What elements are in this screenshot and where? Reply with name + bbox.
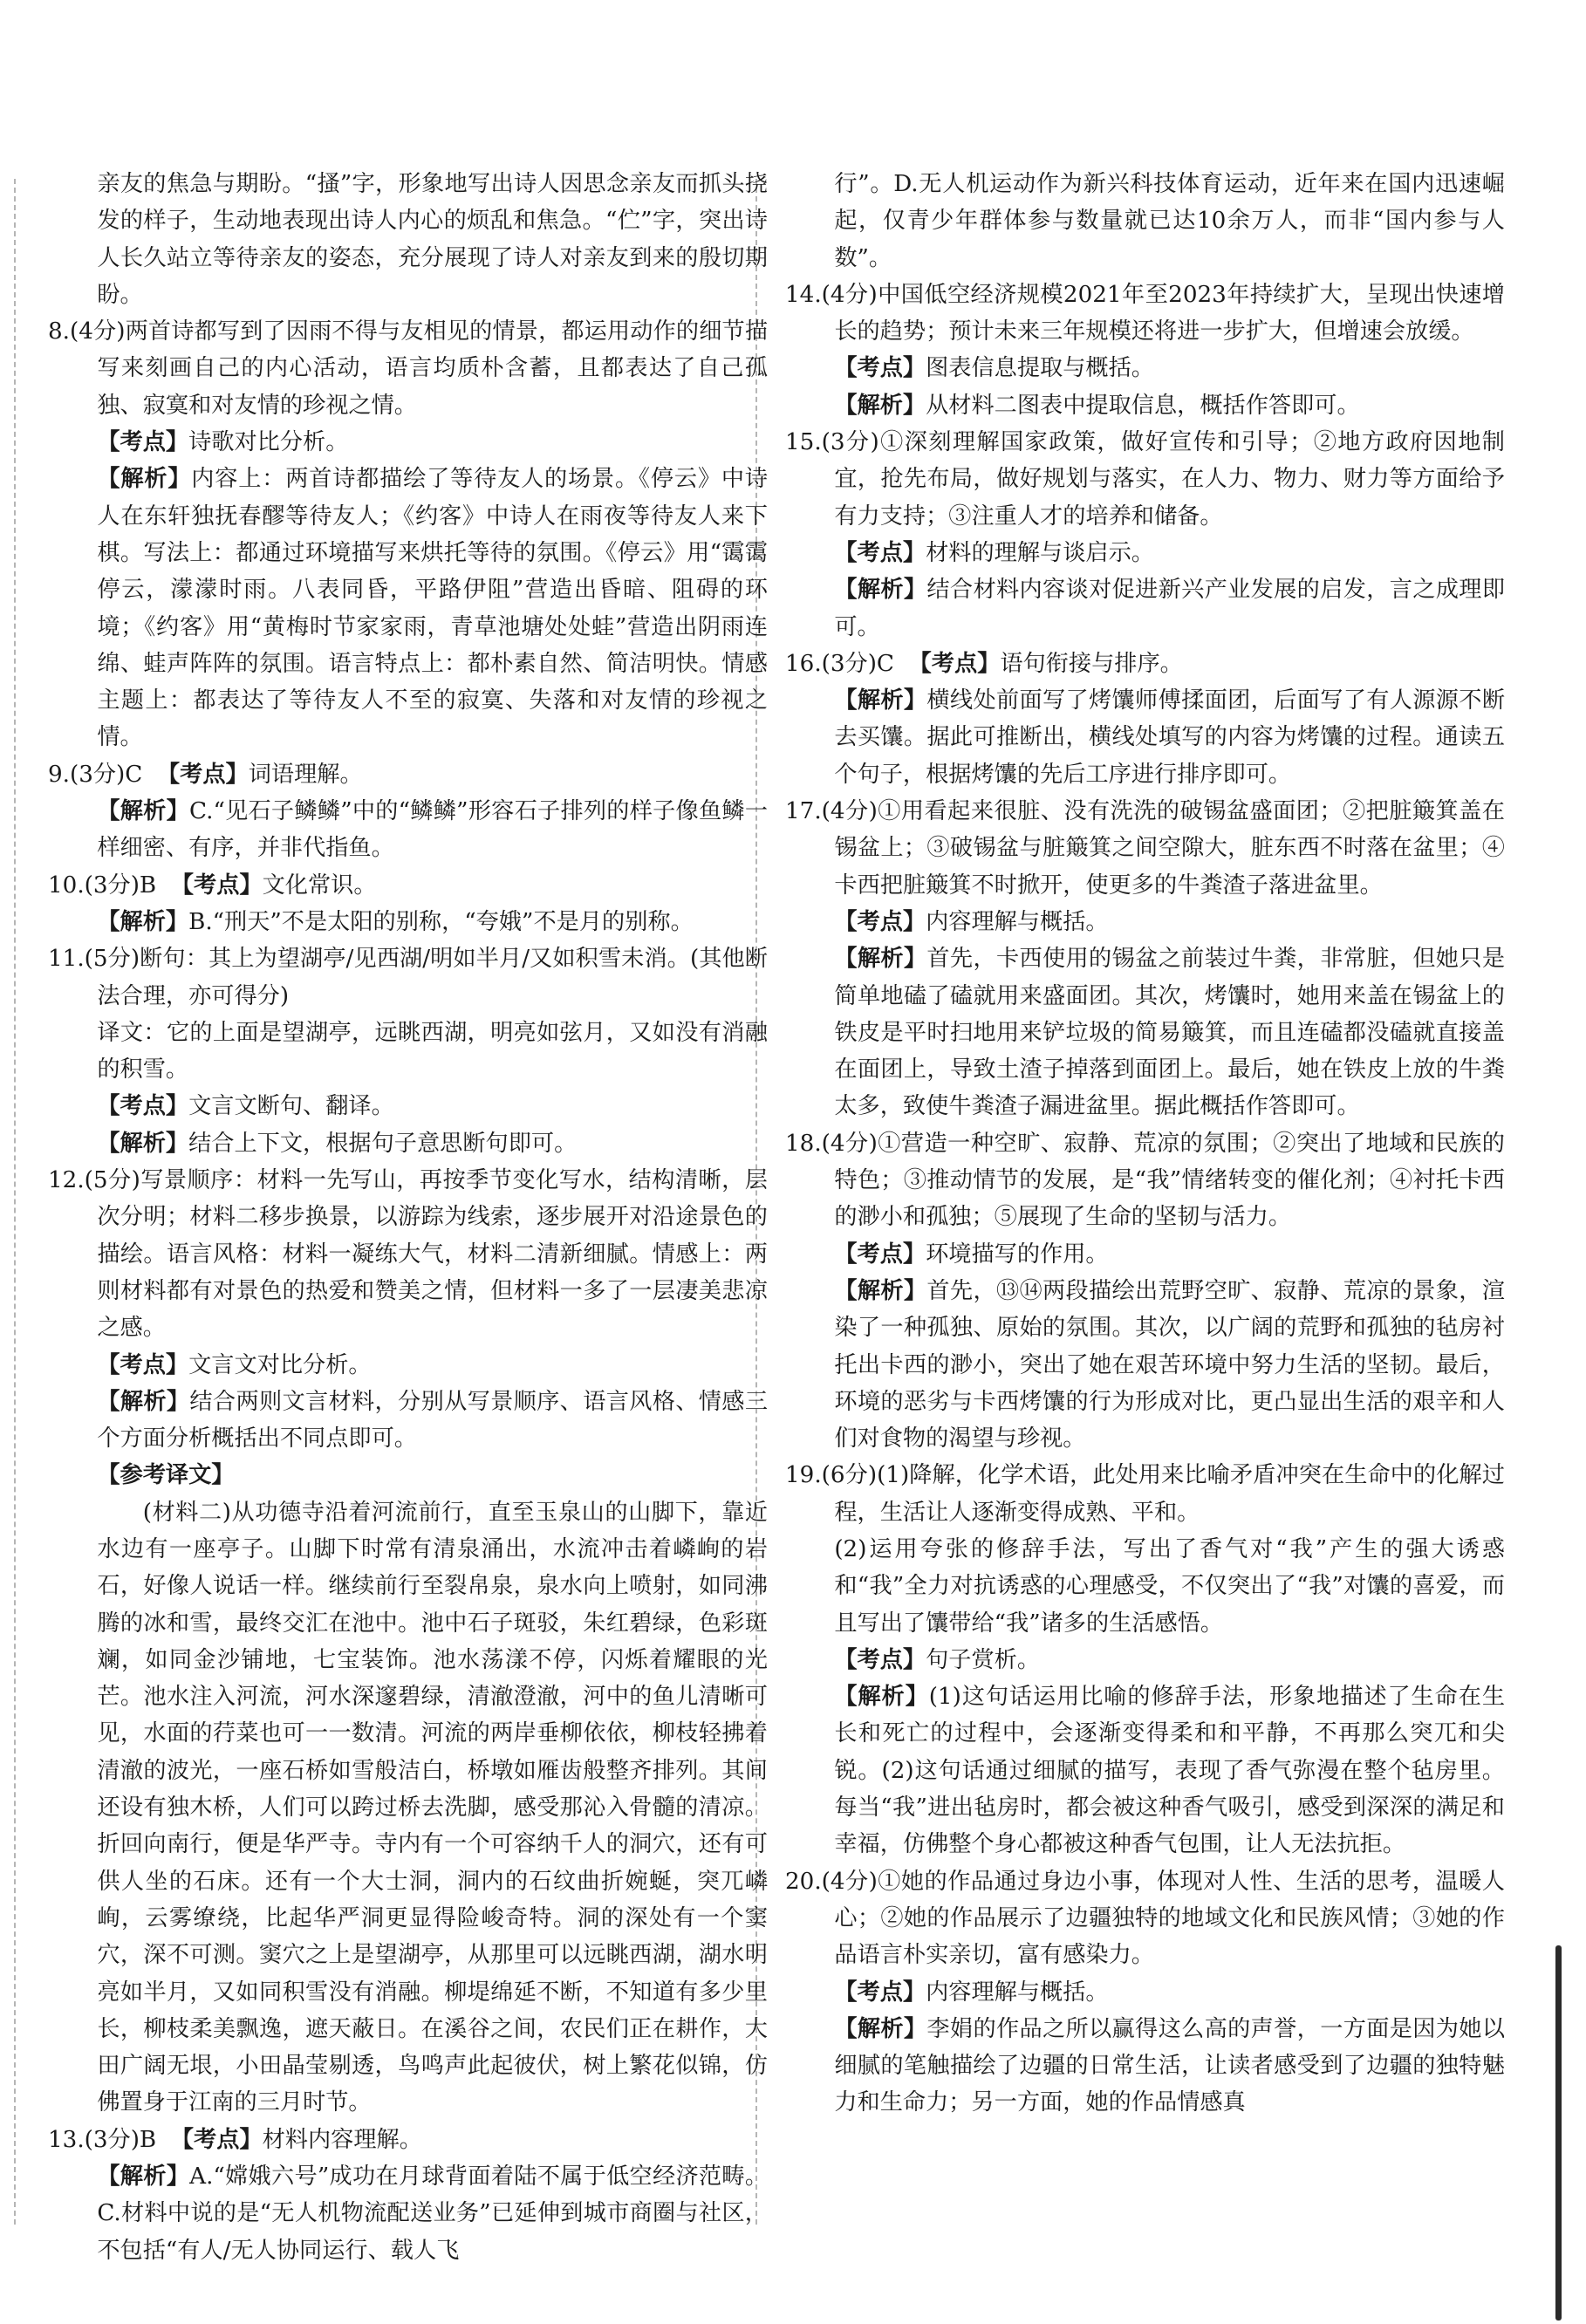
left-column (48, 166, 768, 2269)
q15-kaodian (785, 535, 1505, 571)
q19-answer-part2: (2)运用夸张的修辞手法，写出了香气对“我”产生的强大诱惑和“我”全力对抗诱惑的心理感受，不仅突出了“我”对馕的喜爱，而且写出了馕带给“我”诸多的生活感悟。 (834, 1535, 1505, 1637)
q12-translation: (材料二)从功德寺沿着河流前行，直至玉泉山的山脚下，靠近水边有一座亭子。山脚下时常有清泉涌出，水流冲击着嶙峋的岩石，好像人说话一样。继续前行至裂帛泉，泉水向上喷射，如同沸腾的冰和雪，最终交汇在池中。池中石子斑驳，朱红碧绿，色彩斑斓，如同金沙铺地，七宝装饰。池水荡漾不停，闪烁着耀眼的光芒。池水注入河流，河水深邃碧绿，清澈澄澈，河中的鱼儿清晰可见，水面的荇菜也可一一数清。河流的两岸垂柳依依，柳枝轻拂着清澈的波光，一座石桥如雪般洁白，桥墩如雁齿般整齐排列。其间还设有独木桥，人们可以跨过桥去洗脚，感受那沁入骨髓的清凉。折回向南行，便是华严寺。寺内有一个可容纳千人的洞穴，还有可供人坐的石床。还有一个大士洞，洞内的石纹曲折婉蜒，突兀嶙峋，云雾缭绕，比起华严洞更显得险峻奇特。洞的深处有一个窦穴，深不可测。窦穴之上是望湖亭，从那里可以远眺西湖，湖水明亮如半月，又如同积雪没有消融。柳堤绵延不断，不知道有多少里长，柳枝柔美飘逸，遮天蔽日。在溪谷之间，农民们正在耕作，大田广阔无垠，小田晶莹剔透，鸟鸣声此起彼伏，树上繁花似锦，仿佛置身于江南的三月时节。 (97, 1499, 768, 2116)
q20-answer: 20.(4分)①她的作品通过身边小事，体现对人性、生活的思考，温暖人心；②她的作品展示了边疆独特的地域文化和民族风情；③她的作品语言朴实亲切，富有感染力。 (785, 1868, 1505, 1969)
jiexi-text: (1)这句话运用比喻的修辞手法，形象地描述了生命在生长和死亡的过程中，会逐渐变得柔和和平静，不再那么突兀和尖锐。(2)这句话通过细腻的描写，表现了香气弥漫在整个毡房里。每当“我”进出毡房时，都会被这种香气吸引，感受到深深的满足和幸福，仿佛整个身心都被这种香气包围，让人无法抗拒。 (834, 1684, 1506, 1858)
kaodian-text: 内容理解与概括。 (926, 1979, 1109, 2006)
q15-answer: 15.(3分)①深刻理解国家政策，做好宣传和引导；②地方政府因地制宜，抢先布局，做好规划与落实，在人力、物力、财力等方面给予有力支持；③注重人才的培养和储备。 (785, 429, 1505, 530)
q13-continuation: 行”。D.无人机运动作为新兴科技体育运动，近年来在国内迅速崛起，仅青少年群体参与数量就已达10余万人，而非“国内参与人数”。 (834, 171, 1505, 271)
kaodian-label: 【考点】 (97, 1350, 189, 1378)
kaodian-label: 【考点】 (834, 907, 926, 935)
kaodian-label: 【考点】 (834, 538, 926, 566)
jiexi-text: 从材料二图表中提取信息，概括作答即可。 (926, 392, 1360, 419)
jiexi-label: 【解析】 (97, 1129, 189, 1157)
jiexi-text: 首先，卡西使用的锡盆之前装过牛粪，非常脏，但她只是简单地磕了磕就用来盛面团。其次，烤馕时，她用来盖在锡盆上的铁皮是平时扫地用来铲垃圾的简易簸箕，而且连磕都没磕就直接盖在面团上，导致土渣子掉落到面团上。最后，她在铁皮上放的牛粪太多，致使牛粪渣子漏进盆里。据此概括作答即可。 (834, 946, 1506, 1120)
kaodian-text: 文言文对比分析。 (188, 1351, 372, 1378)
q13-head: 13.(3分)B (48, 2126, 157, 2153)
q14-jiexi (785, 387, 1505, 424)
q11-jiexi (48, 1125, 768, 1162)
kaodian-text: 句子赏析。 (926, 1646, 1041, 1673)
q9-jiexi (48, 793, 768, 867)
kaodian-text: 环境描写的作用。 (926, 1241, 1109, 1268)
jiexi-text: A.“嫦娥六号”成功在月球背面着陆不属于低空经济范畴。C.材料中说的是“无人机物流配送业务”已延伸到城市商圈与社区，不包括“有人/无人协同运行、载人飞 (97, 2163, 769, 2264)
kaodian-label: 【考点】 (156, 760, 249, 788)
jiexi-text: C.“见石子鳞鳞”中的“鳞鳞”形容石子排列的样子像鱼鳞一样细密、有序，并非代指鱼。 (97, 798, 769, 862)
q16-head: 16.(3分)C (785, 650, 894, 677)
kaodian-label: 【考点】 (834, 354, 926, 382)
kaodian-text: 图表信息提取与概括。 (926, 355, 1154, 382)
jiexi-label: 【解析】 (834, 576, 927, 604)
q12-jiexi (48, 1384, 768, 1458)
q14-answer: 14.(4分)中国低空经济规模2021年至2023年持续扩大，呈现出快速增长的趋势；预计未来三年规模还将进一步扩大，但增速会放缓。 (785, 281, 1505, 345)
q16-answer (785, 646, 1505, 682)
jiexi-text: 内容上：两首诗都描绘了等待友人的场景。《停云》中诗人在东轩独抚春醪等待友人；《约客》中诗人在雨夜等待友人来下棋。写法上：都通过环境描写来烘托等待的氛围。《停云》用“霭霭停云，濛濛时雨。八表同昏，平路伊阻”营造出昏暗、阻碍的环境；《约客》用“黄梅时节家家雨，青草池塘处处蛙”营造出阴雨连绵、蛙声阵阵的氛围。语言特点上：都朴素自然、简洁明快。情感主题上：都表达了等待友人不至的寂寞、失落和对友情的珍视之情。 (97, 466, 769, 751)
jiexi-text: 结合上下文，根据句子意思断句即可。 (188, 1130, 578, 1157)
jiexi-text: 横线处前面写了烤馕师傅揉面团，后面写了有人源源不断去买馕。据此可推断出，横线处填写的内容为烤馕的过程。通读五个句子，根据烤馕的先后工序进行排序即可。 (834, 687, 1506, 788)
kaodian-label: 【考点】 (834, 1645, 926, 1673)
jiexi-text: 李娟的作品之所以赢得这么高的声誉，一方面是因为她以细腻的笔触描绘了边疆的日常生活，让读者感受到了边疆的独特魅力和生命力；另一方面，她的作品情感真 (834, 2015, 1506, 2116)
right-column (785, 166, 1505, 2122)
q8-kaodian (48, 424, 768, 461)
q19-kaodian (785, 1642, 1505, 1678)
q18-jiexi (785, 1273, 1505, 1457)
jiexi-label: 【解析】 (97, 797, 190, 825)
jiexi-label: 【解析】 (834, 391, 926, 419)
q18-answer: 18.(4分)①营造一种空旷、寂静、荒凉的氛围；②突出了地域和民族的特色；③推动情节的发展，是“我”情绪转变的催化剂；④衬托卡西的渺小和孤独；⑤展现了生命的坚韧与活力。 (785, 1130, 1505, 1231)
q10-jiexi (48, 904, 768, 940)
q17-jiexi (785, 940, 1505, 1124)
kaodian-label: 【考点】 (834, 1978, 926, 2006)
q17-kaodian (785, 904, 1505, 940)
kaodian-text: 材料的理解与谈启示。 (926, 539, 1154, 566)
jiexi-text: 首先，⑬⑭两段描绘出荒野空旷、寂静、荒凉的景象，渲染了一种孤独、原始的氛围。其次，以广阔的荒野和孤独的毡房衬托出卡西的渺小，突出了她在艰苦环境中努力生活的坚韧。最后，环境的恶劣与卡西烤馕的行为形成对比，更凸显出生活的艰辛和人们对食物的渴望与珍视。 (834, 1277, 1506, 1452)
q12-kaodian (48, 1347, 768, 1384)
q12-translation-label: 【参考译文】 (97, 1461, 235, 1489)
q10-head: 10.(3分)B (48, 872, 157, 899)
jiexi-label: 【解析】 (834, 2014, 927, 2042)
kaodian-label: 【考点】 (170, 871, 263, 899)
q15-jiexi (785, 571, 1505, 646)
q16-jiexi (785, 682, 1505, 793)
left-margin-rule (14, 179, 16, 2225)
q9-answer (48, 756, 768, 793)
q8-jiexi (48, 461, 768, 755)
kaodian-text: 诗歌对比分析。 (188, 429, 349, 456)
jiexi-label: 【解析】 (834, 687, 927, 714)
q10-answer (48, 867, 768, 904)
q18-kaodian (785, 1236, 1505, 1273)
q19-jiexi (785, 1678, 1505, 1863)
kaodian-text: 词语理解。 (248, 761, 363, 788)
kaodian-label: 【考点】 (97, 1092, 189, 1120)
q20-jiexi (785, 2011, 1505, 2122)
q11-answer: 11.(5分)断句：其上为望湖亭/见西湖/明如半月/又如积雪未消。(其他断法合理，亦可得分) (48, 946, 768, 1009)
jiexi-text: 结合两则文言材料，分别从写景顺序、语言风格、情感三个方面分析概括出不同点即可。 (97, 1388, 769, 1452)
jiexi-text: 结合材料内容谈对促进新兴产业发展的启发，言之成理即可。 (834, 577, 1506, 640)
jiexi-label: 【解析】 (97, 2163, 190, 2191)
jiexi-label: 【解析】 (834, 1276, 927, 1304)
kaodian-text: 文言文断句、翻译。 (188, 1093, 394, 1120)
kaodian-label: 【考点】 (908, 649, 1001, 677)
q9-head: 9.(3分)C (48, 761, 143, 788)
q11-kaodian (48, 1088, 768, 1124)
q12-answer: 12.(5分)写景顺序：材料一先写山，再按季节变化写水，结构清晰，层次分明；材料二移步换景，以游踪为线索，逐步展开对沿途景色的描绘。语言风格：材料一凝练大气，材料二清新细腻。情感上：两则材料都有对景色的热爱和赞美之情，但材料一多了一层凄美悲凉之感。 (48, 1167, 768, 1342)
kaodian-label: 【考点】 (97, 428, 189, 456)
kaodian-text: 文化常识。 (262, 872, 377, 899)
jiexi-text: B.“刑天”不是太阳的别称，“夸娥”不是月的别称。 (188, 908, 694, 935)
jiexi-label: 【解析】 (97, 1387, 190, 1415)
q14-kaodian (785, 350, 1505, 386)
q13-jiexi (48, 2158, 768, 2269)
kaodian-text: 语句衔接与排序。 (1000, 650, 1183, 677)
jiexi-label: 【解析】 (834, 945, 927, 973)
kaodian-text: 内容理解与概括。 (926, 908, 1109, 935)
q20-kaodian (785, 1974, 1505, 2011)
kaodian-label: 【考点】 (834, 1240, 926, 1268)
jiexi-label: 【解析】 (97, 907, 189, 935)
q17-answer: 17.(4分)①用看起来很脏、没有洗洗的破锡盆盛面团；②把脏簸箕盖在锡盆上；③破锡盆与脏簸箕之间空隙大，脏东西不时落在盆里；④卡西把脏簸箕不时掀开，使更多的牛粪渣子落进盆里。 (785, 798, 1505, 899)
q7-continuation: 亲友的焦急与期盼。“搔”字，形象地写出诗人因思念亲友而抓头挠发的样子，生动地表现出诗人内心的烦乱和焦急。“伫”字，突出诗人长久站立等待亲友的姿态，充分展现了诗人对亲友到来的殷切期盼。 (97, 171, 768, 308)
q8-answer: 8.(4分)两首诗都写到了因雨不得与友相见的情景，都运用动作的细节描写来刻画自己的内心活动，语言均质朴含蓄，且都表达了自己孤独、寂寞和对友情的珍视之情。 (48, 318, 768, 419)
q13-answer (48, 2122, 768, 2158)
q11-translation: 译文：它的上面是望湖亭，远眺西湖，明亮如弦月，又如没有消融的积雪。 (97, 1019, 768, 1083)
jiexi-label: 【解析】 (97, 465, 192, 493)
jiexi-label: 【解析】 (834, 1683, 929, 1711)
kaodian-label: 【考点】 (170, 2125, 263, 2153)
binding-edge-mark (1555, 1945, 1562, 2321)
q19-answer: 19.(6分)(1)降解，化学术语，此处用来比喻矛盾冲突在生命中的化解过程，生活让人逐渐变得成熟、平和。 (785, 1462, 1505, 1526)
kaodian-text: 材料内容理解。 (262, 2126, 422, 2153)
